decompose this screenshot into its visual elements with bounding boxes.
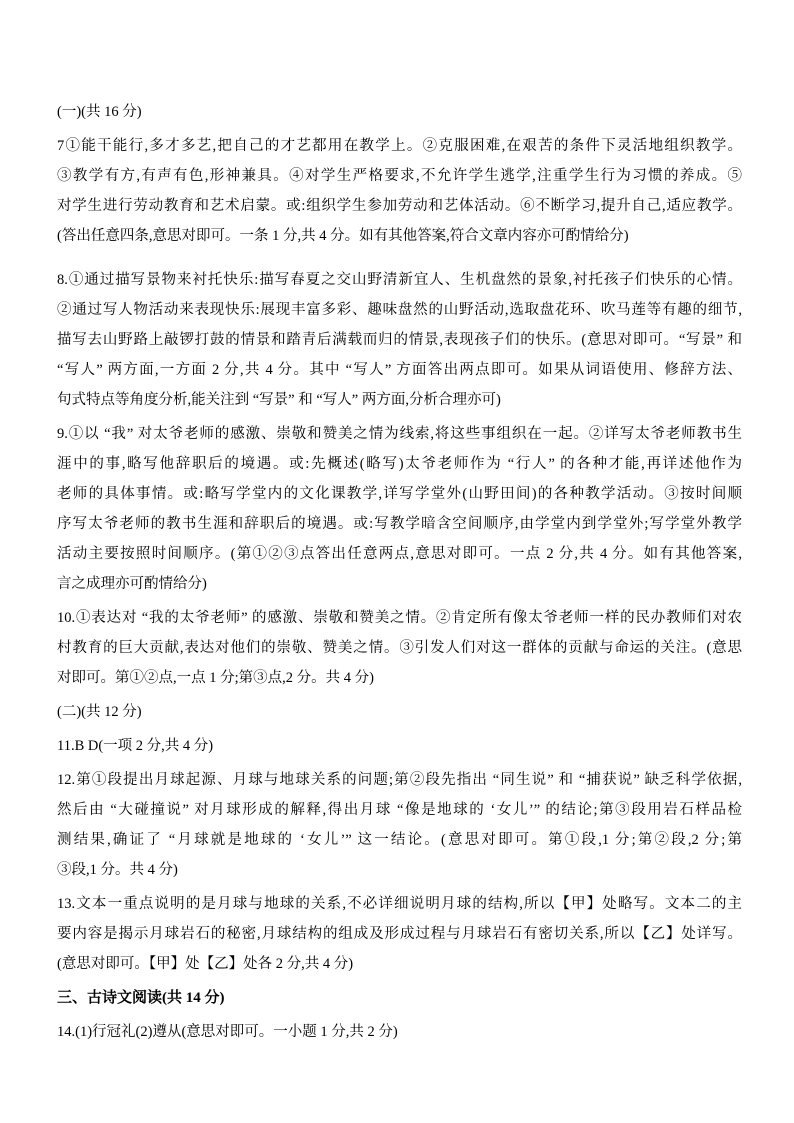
answer-paragraph-13 <box>57 889 742 979</box>
answer-paragraph-8 <box>57 265 742 415</box>
text-line: “写人” 两方面,一方面 2 分,共 4 分。其中 “写人” 方面答出两点即可。如果从词语使用、修辞方法、 <box>57 362 742 378</box>
answer-key-content <box>57 97 742 1051</box>
answer-paragraph-10 <box>57 603 742 693</box>
part-3-heading <box>57 983 742 1013</box>
text-line: 8.①通过描写景物来衬托快乐:描写春夏之交山野清新宜人、生机盘然的景象,衬托孩子们快乐的心情。 <box>57 272 742 288</box>
text-line: ③段,1 分。共 4 分) <box>57 862 178 878</box>
text-line: (二)(共 12 分) <box>57 704 142 720</box>
text-line: (答出任意四条,意思对即可。一条 1 分,共 4 分。如有其他答案,符合文章内容亦可酌情给分) <box>57 228 629 244</box>
text-line: 言之成理亦可酌情给分) <box>57 576 207 592</box>
text-line: 老师的具体事情。或:略写学堂内的文化课教学,详写学堂外(山野田间)的各种教学活动。③按时间顺 <box>57 486 742 502</box>
section-heading: 三、古诗文阅读(共 14 分) <box>57 990 225 1006</box>
text-line: 要内容是揭示月球岩石的秘密,月球结构的组成及形成过程与月球岩石有密切关系,所以【乙】处详写。 <box>57 926 742 942</box>
text-line: 句式特点等角度分析,能关注到 “写景” 和 “写人” 两方面,分析合理亦可) <box>57 392 501 408</box>
text-line: 描写去山野路上敲锣打鼓的情景和踏青后满载而归的情景,表现孩子们的快乐。(意思对即可。“写景” 和 <box>57 332 742 348</box>
text-line: 13.文本一重点说明的是月球与地球的关系,不必详细说明月球的结构,所以【甲】处略写。文本二的主 <box>57 896 742 912</box>
text-line: 12.第①段提出月球起源、月球与地球关系的问题;第②段先指出 “同生说” 和 “捕获说” 缺乏科学依据, <box>57 772 742 788</box>
text-line: 9.①以 “我” 对太爷老师的感激、崇敬和赞美之情为线索,将这些事组织在一起。②详写太爷老师教书生 <box>57 426 742 442</box>
answer-paragraph-12 <box>57 765 742 885</box>
text-line: 活动主要按照时间顺序。(第①②③点答出任意两点,意思对即可。一点 2 分,共 4 分。如有其他答案, <box>57 546 742 562</box>
section-2-header <box>57 697 742 727</box>
answer-paragraph-11 <box>57 731 742 761</box>
text-line: 7①能干能行,多才多艺,把自己的才艺都用在教学上。②克服困难,在艰苦的条件下灵活地组织教学。 <box>57 138 742 154</box>
text-line: 11.B D(一项 2 分,共 4 分) <box>57 738 214 754</box>
text-line: (一)(共 16 分) <box>57 104 142 120</box>
text-line: 对即可。第①②点,一点 1 分;第③点,2 分。共 4 分) <box>57 670 374 686</box>
answer-paragraph-7 <box>57 131 742 251</box>
text-line: 然后由 “大碰撞说” 对月球形成的解释,得出月球 “像是地球的 ‘女儿’” 的结论;第③段用岩石样品检 <box>57 802 742 818</box>
text-line: 14.(1)行冠礼(2)遵从(意思对即可。一小题 1 分,共 2 分) <box>57 1024 398 1040</box>
text-line: 序写太爷老师的教书生涯和辞职后的境遇。或:写教学暗含空间顺序,由学堂内到学堂外;写学堂外教学 <box>57 516 742 532</box>
text-line: 村教育的巨大贡献,表达对他们的崇敬、赞美之情。③引发人们对这一群体的贡献与命运的关注。(意思 <box>57 640 742 656</box>
text-line: ②通过写人物活动来表现快乐:展现丰富多彩、趣味盘然的山野活动,选取盘花环、吹马莲等有趣的细节, <box>57 302 742 318</box>
text-line: 10.①表达对 “我的太爷老师” 的感激、崇敬和赞美之情。②肯定所有像太爷老师一样的民办教师们对农 <box>57 610 742 626</box>
section-1-header <box>57 97 742 127</box>
text-line: 测结果,确证了 “月球就是地球的 ‘女儿’” 这一结论。(意思对即可。第①段,1 分;第②段,2 分;第 <box>57 832 742 848</box>
text-line: (意思对即可。【甲】处【乙】处各 2 分,共 4 分) <box>57 956 354 972</box>
text-line: ③教学有方,有声有色,形神兼具。④对学生严格要求,不允许学生逃学,注重学生行为习惯的养成。⑤ <box>57 168 742 184</box>
text-line: 涯中的事,略写他辞职后的境遇。或:先概述(略写)太爷老师作为 “行人” 的各种才能,再详述他作为 <box>57 456 742 472</box>
answer-paragraph-9 <box>57 419 742 599</box>
text-line: 对学生进行劳动教育和艺术启蒙。或:组织学生参加劳动和艺体活动。⑥不断学习,提升自己,适应教学。 <box>57 198 742 214</box>
answer-paragraph-14 <box>57 1017 742 1047</box>
